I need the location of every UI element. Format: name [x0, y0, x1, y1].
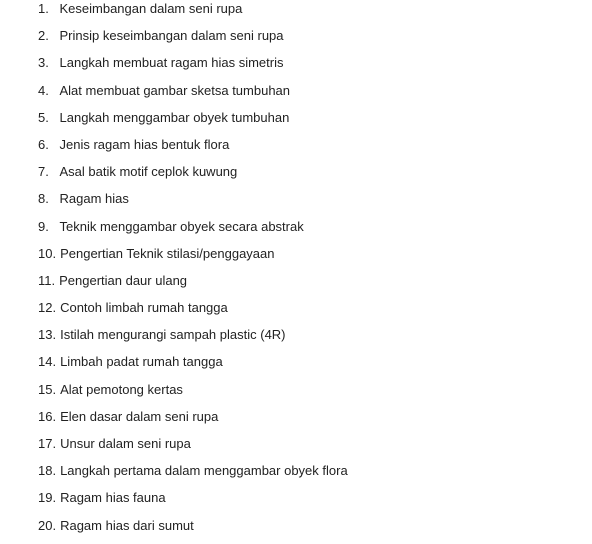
item-number: 9.	[38, 218, 49, 234]
list-item	[38, 489, 348, 516]
item-text: Ragam hias dari sumut	[60, 517, 194, 533]
item-number: 20.	[38, 517, 57, 533]
item-text: Limbah padat rumah tangga	[60, 354, 223, 370]
list-item	[38, 54, 348, 81]
item-number: 6.	[38, 136, 49, 152]
item-number: 11.	[38, 272, 56, 288]
numbered-list	[38, 0, 348, 544]
item-text: Contoh limbah rumah tangga	[60, 300, 228, 316]
list-item	[38, 408, 348, 435]
item-text: Keseimbangan dalam seni rupa	[59, 1, 243, 16]
item-text: Alat pemotong kertas	[60, 381, 183, 397]
item-text: Teknik menggambar obyek secara abstrak	[59, 218, 304, 234]
list-item	[38, 163, 348, 190]
item-text: Langkah membuat ragam hias simetris	[59, 55, 284, 71]
list-item	[38, 517, 348, 544]
list-item	[38, 462, 348, 489]
item-text: Asal batik motif ceplok kuwung	[59, 164, 238, 180]
item-text: Istilah mengurangi sampah plastic (4R)	[60, 327, 286, 343]
item-number: 5.	[38, 109, 49, 125]
item-text: Ragam hias	[59, 191, 129, 207]
item-number: 19.	[38, 490, 57, 506]
list-item	[38, 27, 348, 54]
list-item	[38, 109, 348, 136]
item-number: 14.	[38, 354, 57, 370]
item-text: Langkah pertama dalam menggambar obyek flora	[60, 463, 348, 479]
item-text: Alat membuat gambar sketsa tumbuhan	[59, 82, 291, 98]
list-item	[38, 299, 348, 326]
item-number: 15.	[38, 381, 57, 397]
item-text: Unsur dalam seni rupa	[60, 436, 191, 451]
item-number: 10.	[38, 245, 57, 261]
list-item	[38, 353, 348, 380]
item-number: 3.	[38, 55, 49, 71]
list-item	[38, 190, 348, 217]
item-number: 1.	[38, 1, 49, 16]
item-number: 16.	[38, 408, 57, 424]
list-item	[38, 218, 348, 245]
list-item	[38, 272, 348, 299]
list-item	[38, 0, 348, 27]
item-number: 12.	[38, 300, 57, 316]
item-number: 8.	[38, 191, 49, 207]
item-number: 13.	[38, 327, 57, 343]
item-text: Langkah menggambar obyek tumbuhan	[59, 109, 290, 125]
item-text: Elen dasar dalam seni rupa	[60, 408, 219, 424]
list-item	[38, 136, 348, 163]
item-number: 7.	[38, 164, 49, 180]
item-number: 2.	[38, 28, 49, 44]
item-text: Ragam hias fauna	[60, 490, 166, 506]
item-number: 18.	[38, 463, 57, 479]
list-item	[38, 326, 348, 353]
item-number: 4.	[38, 82, 49, 98]
list-item	[38, 245, 348, 272]
item-text: Pengertian Teknik stilasi/penggayaan	[60, 245, 275, 261]
item-text: Prinsip keseimbangan dalam seni rupa	[59, 28, 284, 44]
list-item	[38, 82, 348, 109]
list-item	[38, 435, 348, 462]
list-item	[38, 381, 348, 408]
item-text: Jenis ragam hias bentuk flora	[59, 136, 230, 152]
item-number: 17.	[38, 436, 57, 451]
item-text: Pengertian daur ulang	[59, 272, 188, 288]
